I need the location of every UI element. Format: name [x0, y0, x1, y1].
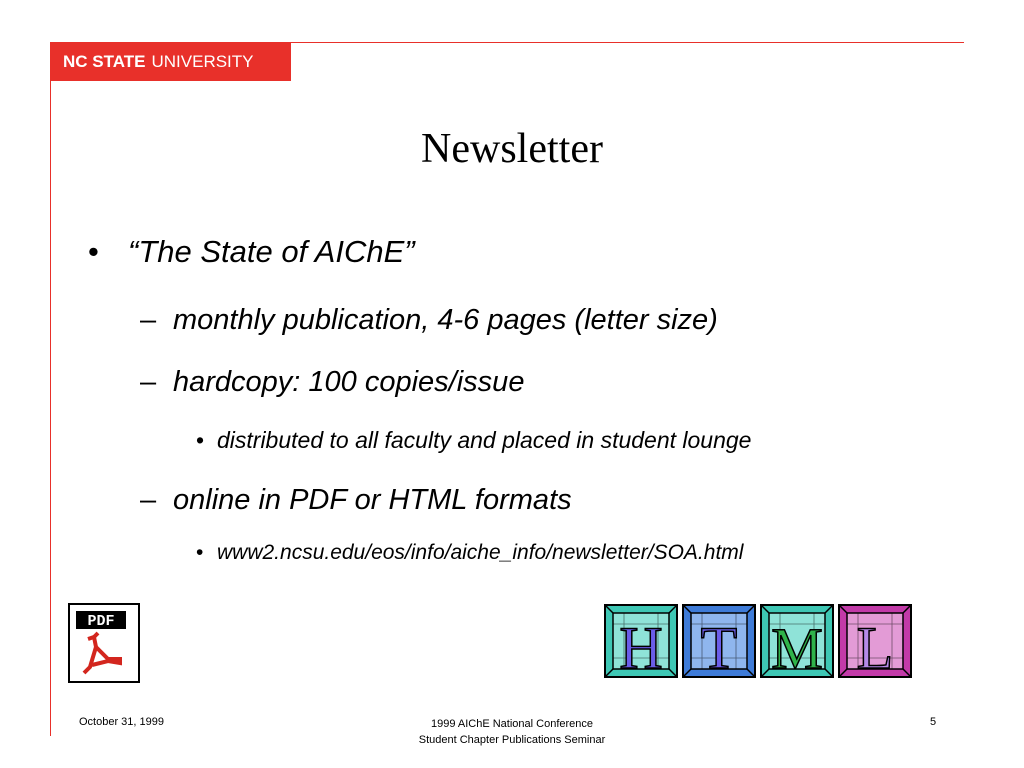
html-letter-m: M	[771, 616, 823, 680]
dash-3: –	[140, 484, 157, 516]
slide-title: Newsletter	[421, 126, 603, 172]
logo-bold-text: NC STATE	[63, 52, 146, 71]
html-logo	[604, 604, 912, 680]
html-letter-l: L	[856, 615, 894, 680]
html-tile-t	[683, 605, 755, 680]
sub-bullet-2-detail: distributed to all faculty and placed in student lounge	[217, 427, 752, 453]
pdf-label: PDF	[87, 613, 115, 630]
newsletter-url: www2.ncsu.edu/eos/info/aiche_info/newsletter/SOA.html	[217, 541, 744, 564]
footer-page-number: 5	[930, 716, 937, 728]
pdf-icon	[68, 603, 140, 683]
ncsu-logo	[51, 43, 291, 81]
html-letter-t: T	[700, 615, 738, 680]
bullet-dot-small-2: •	[196, 541, 204, 564]
bullet-dot: •	[88, 234, 99, 269]
html-tile-l	[839, 605, 911, 680]
dash-1: –	[140, 304, 157, 336]
footer-date: October 31, 1999	[79, 716, 165, 728]
logo-light-text: UNIVERSITY	[151, 52, 254, 71]
sub-bullet-2-text: hardcopy: 100 copies/issue	[173, 366, 525, 398]
footer-event-line-1: 1999 AIChE National Conference	[430, 718, 594, 730]
sub-bullet-3-text: online in PDF or HTML formats	[173, 484, 572, 516]
html-tile-m	[761, 605, 833, 680]
html-letter-h: H	[619, 615, 663, 680]
footer-event	[312, 716, 712, 748]
bullet-dot-small-1: •	[196, 427, 205, 453]
dash-2: –	[140, 366, 157, 398]
footer-event-line-2: Student Chapter Publications Seminar	[418, 734, 606, 746]
sub-bullet-1-text: monthly publication, 4-6 pages (letter size)	[173, 304, 718, 336]
bullet-1-text: “The State of AIChE”	[128, 234, 415, 269]
html-tile-h	[605, 605, 677, 680]
bullet-1	[88, 234, 99, 270]
